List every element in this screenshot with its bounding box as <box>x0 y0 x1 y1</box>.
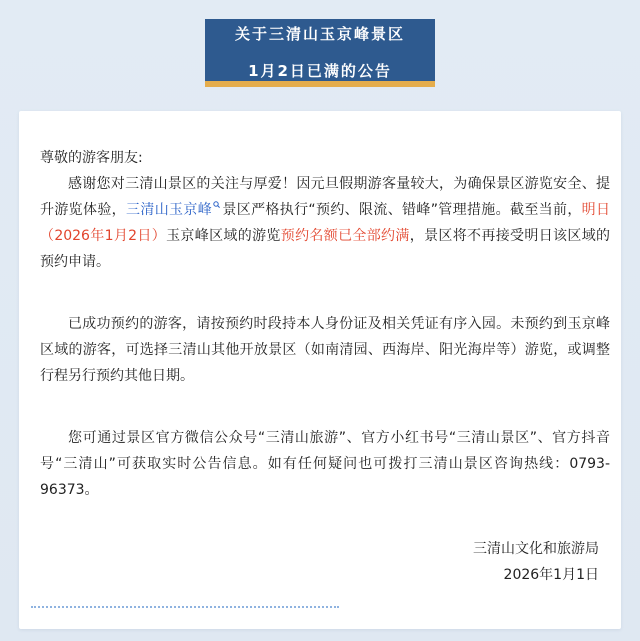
signature-date: 2026年1月1日 <box>503 567 599 583</box>
signature-organization: 三清山文化和旅游局 <box>473 541 599 557</box>
paragraph-3: 您可通过景区官方微信公众号“三清山旅游”、官方小红书号“三清山景区”、官方抖音号“三清山”可获取实时公告信息。如有任何疑问也可拨打三清山景区咨询热线：0793-96373。 <box>40 430 610 498</box>
highlight-full-notice: 预约名额已全部约满 <box>280 228 410 244</box>
paragraph-1-text-b: 景区严格执行“预约、限流、错峰”管理措施。截至当前， <box>222 202 582 218</box>
search-icon[interactable] <box>213 201 220 208</box>
paragraph-1-text-c: 玉京峰区域的游览 <box>166 228 281 244</box>
banner-title-line-2: 1月2日已满的公告 <box>248 62 392 80</box>
banner-title-line-1: 关于三清山玉京峰景区 <box>234 25 405 43</box>
paragraph-1-text-d: ，景区将不再接受明日该区域的预约申请。 <box>40 228 611 270</box>
title-banner <box>205 19 435 87</box>
dotted-divider <box>31 606 339 608</box>
scenic-area-link[interactable]: 三清山玉京峰 <box>126 202 213 218</box>
paragraph-1-text-a: 感谢您对三清山景区的关注与厚爱！因元旦假期游客量较大，为确保景区游览安全、提升游览体验， <box>40 176 610 218</box>
notice-card <box>19 111 621 629</box>
banner-accent-bar <box>205 81 435 87</box>
paragraph-1 <box>40 171 610 275</box>
highlight-date: 明日（2026年1月2日） <box>40 202 611 244</box>
salutation: 尊敬的游客朋友: <box>40 150 143 166</box>
paragraph-2: 已成功预约的游客，请按预约时段持本人身份证及相关凭证有序入园。未预约到玉京峰区域的游客，可选择三清山其他开放景区（如南清园、西海岸、阳光海岸等）游览，或调整行程另行预约其他日期。 <box>40 316 610 384</box>
